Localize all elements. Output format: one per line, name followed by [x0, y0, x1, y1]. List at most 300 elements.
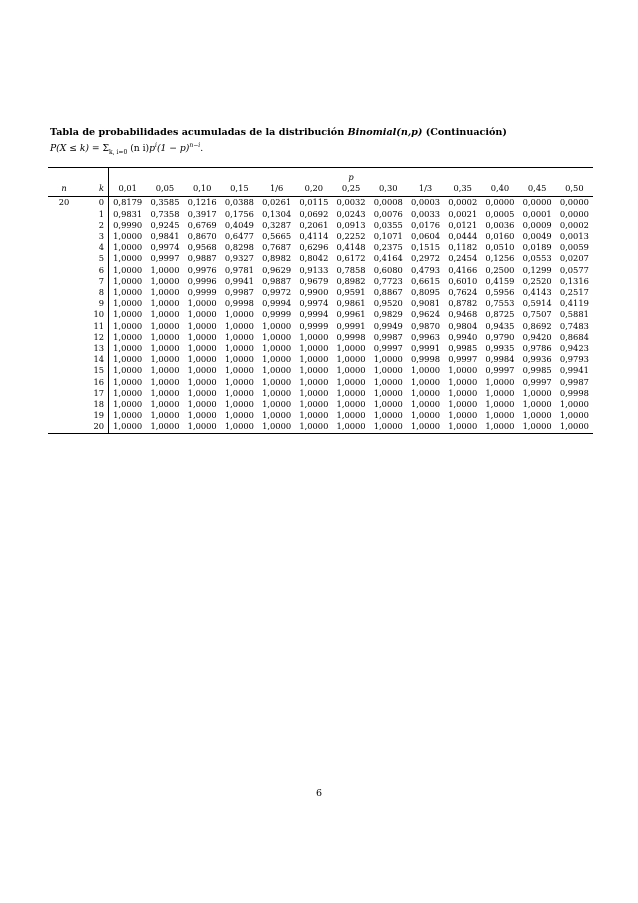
table-row	[48, 298, 593, 309]
probability-cell: 0,9624	[410, 309, 441, 320]
probability-cell: 0,9245	[150, 219, 180, 230]
probability-cell: 0,9997	[373, 343, 403, 354]
table-row	[48, 209, 593, 220]
probability-cell: 0,9998	[410, 354, 441, 365]
probability-cell: 0,9994	[299, 309, 329, 320]
probability-cell: 1,0000	[559, 410, 589, 421]
probability-cell: 0,4166	[448, 264, 478, 275]
probability-cell: 0,8982	[262, 253, 292, 264]
probability-cell: 1,0000	[150, 309, 180, 320]
table-row	[48, 276, 593, 287]
probability-cell: 1,0000	[336, 376, 366, 387]
k-cell: 14	[80, 354, 109, 365]
n-cell	[48, 377, 80, 388]
p-value-header: 0,50	[565, 183, 584, 194]
probability-cell: 1,0000	[336, 343, 366, 354]
probability-cell: 1,0000	[150, 387, 180, 398]
probability-cell: 1,0000	[187, 343, 217, 354]
probability-cell: 1,0000	[556, 421, 593, 433]
probability-cell: 1,0000	[295, 421, 332, 433]
probability-cell: 0,9423	[559, 343, 589, 354]
probability-cell: 0,0000	[559, 208, 589, 219]
probability-cell: 0,9420	[522, 331, 552, 342]
k-cell: 6	[80, 265, 109, 276]
probability-cell: 0,1515	[410, 242, 441, 253]
probability-cell: 1,0000	[187, 354, 217, 365]
probability-cell: 0,0261	[262, 197, 292, 208]
probability-cell: 1,0000	[224, 343, 254, 354]
probability-cell: 1,0000	[113, 410, 143, 421]
probability-cell: 1,0000	[187, 399, 217, 410]
probability-cell: 1,0000	[262, 410, 292, 421]
probability-cell: 0,9900	[299, 287, 329, 298]
probability-cell: 1,0000	[522, 387, 552, 398]
n-cell	[48, 309, 80, 320]
probability-cell: 0,9887	[262, 275, 292, 286]
probability-cell: 1,0000	[187, 387, 217, 398]
probability-cell: 0,9629	[262, 264, 292, 275]
n-cell	[48, 209, 80, 220]
p-value-header: 0,20	[304, 183, 324, 194]
probability-cell: 0,0013	[559, 231, 589, 242]
k-cell: 12	[80, 332, 109, 343]
probability-cell: 1,0000	[485, 387, 515, 398]
probability-cell: 1,0000	[113, 287, 143, 298]
k-cell: 11	[80, 321, 109, 332]
probability-cell: 0,5881	[559, 309, 589, 320]
k-cell: 7	[80, 276, 109, 287]
probability-cell: 0,1216	[187, 197, 217, 208]
k-cell: 10	[80, 309, 109, 320]
probability-cell: 1,0000	[481, 421, 518, 433]
probability-cell: 1,0000	[373, 387, 403, 398]
k-cell: 18	[80, 399, 109, 410]
probability-cell: 1,0000	[485, 410, 515, 421]
probability-cell: 0,8095	[410, 287, 441, 298]
probability-cell: 0,0003	[410, 197, 441, 208]
probability-cell: 1,0000	[150, 399, 180, 410]
probability-cell: 1,0000	[113, 253, 143, 264]
probability-cell: 1,0000	[299, 331, 329, 342]
probability-cell: 0,0115	[299, 197, 329, 208]
probability-cell: 1,0000	[373, 399, 403, 410]
probability-cell: 0,4793	[410, 264, 441, 275]
probability-cell: 0,7624	[448, 287, 478, 298]
k-cell: 3	[80, 231, 109, 242]
probability-cell: 0,0049	[522, 231, 552, 242]
probability-cell: 0,9972	[262, 287, 292, 298]
probability-cell: 1,0000	[262, 320, 292, 331]
probability-cell: 0,0009	[522, 219, 552, 230]
probability-cell: 0,0121	[448, 219, 478, 230]
n-cell	[48, 253, 80, 264]
probability-cell: 0,9940	[448, 331, 478, 342]
table-row	[48, 332, 593, 343]
probability-cell: 0,1316	[559, 275, 589, 286]
probability-cell: 1,0000	[559, 399, 589, 410]
probability-cell: 1,0000	[448, 399, 478, 410]
probability-cell: 1,0000	[224, 354, 254, 365]
k-header: k	[80, 183, 109, 197]
probability-cell: 0,9468	[448, 309, 478, 320]
probability-cell: 0,4164	[373, 253, 403, 264]
table-row	[48, 242, 593, 253]
page-number: 6	[315, 788, 323, 799]
probability-cell: 1,0000	[519, 421, 556, 433]
k-cell: 4	[80, 242, 109, 253]
probability-cell: 0,6296	[299, 242, 329, 253]
probability-cell: 1,0000	[113, 298, 143, 309]
p-value-header: 0,35	[453, 183, 472, 194]
probability-cell: 0,2500	[485, 264, 515, 275]
probability-cell: 1,0000	[373, 354, 403, 365]
probability-cell: 0,9781	[224, 264, 254, 275]
probability-cell: 1,0000	[262, 343, 292, 354]
probability-cell: 1,0000	[224, 320, 254, 331]
probability-cell: 0,9841	[150, 231, 180, 242]
k-cell: 19	[80, 410, 109, 421]
probability-cell: 1,0000	[113, 264, 143, 275]
probability-cell: 0,6615	[410, 275, 441, 286]
probability-cell: 1,0000	[332, 421, 369, 433]
n-header: n	[61, 183, 67, 194]
k-cell: 15	[80, 365, 109, 376]
probability-cell: 1,0000	[262, 387, 292, 398]
table-row	[48, 343, 593, 354]
probability-cell: 0,9997	[448, 354, 478, 365]
k-cell: 8	[80, 287, 109, 298]
probability-cell: 0,9941	[224, 275, 254, 286]
probability-cell: 0,9861	[336, 298, 366, 309]
probability-cell: 1,0000	[150, 354, 180, 365]
probability-cell: 0,7507	[522, 309, 552, 320]
probability-cell: 0,9790	[485, 331, 515, 342]
k-cell: 20	[80, 421, 109, 433]
probability-cell: 0,0355	[373, 219, 403, 230]
probability-cell: 0,9998	[336, 331, 366, 342]
probability-cell: 1,0000	[262, 365, 292, 376]
probability-cell: 0,0008	[373, 197, 403, 208]
k-cell: 13	[80, 343, 109, 354]
probability-cell: 1,0000	[410, 376, 441, 387]
probability-cell: 0,9985	[522, 365, 552, 376]
probability-cell: 0,6769	[187, 219, 217, 230]
probability-cell: 1,0000	[373, 410, 403, 421]
n-cell	[48, 332, 80, 343]
k-cell: 2	[80, 220, 109, 231]
n-cell	[48, 365, 80, 376]
probability-cell: 1,0000	[184, 421, 221, 433]
probability-cell: 0,7483	[559, 320, 589, 331]
probability-cell: 0,8684	[559, 331, 589, 342]
probability-cell: 0,7553	[485, 298, 515, 309]
probability-cell: 0,9998	[224, 298, 254, 309]
probability-cell: 0,4148	[336, 242, 366, 253]
p-value-header: 0,01	[118, 183, 137, 194]
probability-cell: 1,0000	[410, 399, 441, 410]
probability-cell: 0,8725	[485, 309, 515, 320]
probability-cell: 1,0000	[150, 287, 180, 298]
table-row	[48, 365, 593, 376]
probability-cell: 1,0000	[299, 410, 329, 421]
probability-cell: 0,0388	[224, 197, 254, 208]
probability-cell: 0,0189	[522, 242, 552, 253]
probability-cell: 1,0000	[370, 421, 407, 433]
probability-cell: 0,0001	[522, 208, 552, 219]
probability-cell: 1,0000	[224, 331, 254, 342]
page-heading	[50, 126, 610, 160]
probability-cell: 1,0000	[485, 376, 515, 387]
formula-lhs: P(X ≤ k) =	[50, 143, 103, 155]
probability-cell: 0,9568	[187, 242, 217, 253]
cdf-formula	[50, 139, 610, 160]
probability-cell: 1,0000	[150, 264, 180, 275]
probability-cell: 0,0692	[299, 208, 329, 219]
probability-cell: 0,9997	[522, 376, 552, 387]
probability-cell: 0,9976	[187, 264, 217, 275]
probability-cell: 0,0000	[485, 197, 515, 208]
probability-cell: 1,0000	[113, 387, 143, 398]
table-row	[48, 410, 593, 421]
probability-cell: 1,0000	[224, 376, 254, 387]
p-value-header: 0,30	[379, 183, 398, 194]
probability-cell: 0,9987	[559, 376, 589, 387]
probability-cell: 1,0000	[113, 399, 143, 410]
probability-cell: 1,0000	[522, 399, 552, 410]
probability-cell: 1,0000	[262, 354, 292, 365]
probability-cell: 0,0207	[559, 253, 589, 264]
p-value-header: 0,45	[527, 183, 547, 194]
probability-cell: 1,0000	[113, 320, 143, 331]
probability-cell: 0,0913	[336, 219, 366, 230]
p-header-row	[48, 168, 593, 184]
probability-cell: 0,4119	[559, 298, 589, 309]
n-cell	[48, 388, 80, 399]
table-row	[48, 287, 593, 298]
probability-cell: 0,1182	[448, 242, 478, 253]
probability-cell: 1,0000	[224, 410, 254, 421]
probability-cell: 1,0000	[448, 387, 478, 398]
probability-cell: 1,0000	[299, 343, 329, 354]
table-row	[48, 253, 593, 264]
probability-cell: 1,0000	[410, 387, 441, 398]
probability-cell: 0,7858	[336, 264, 366, 275]
probability-cell: 0,0000	[522, 197, 552, 208]
probability-cell: 1,0000	[187, 365, 217, 376]
n-cell	[48, 287, 80, 298]
probability-cell: 0,8298	[224, 242, 254, 253]
probability-cell: 1,0000	[146, 421, 183, 433]
probability-cell: 0,9949	[373, 320, 403, 331]
n-cell	[48, 321, 80, 332]
probability-cell: 0,9991	[336, 320, 366, 331]
k-cell: 9	[80, 298, 109, 309]
probability-cell: 1,0000	[448, 365, 478, 376]
probability-cell: 0,9591	[336, 287, 366, 298]
title-suffix: (Continuación)	[422, 127, 507, 138]
probability-cell: 1,0000	[113, 365, 143, 376]
binomial-cdf-table	[48, 167, 593, 434]
probability-cell: 0,0076	[373, 208, 403, 219]
probability-cell: 0,9327	[224, 253, 254, 264]
probability-cell: 0,9941	[559, 365, 589, 376]
probability-cell: 1,0000	[150, 343, 180, 354]
probability-cell: 1,0000	[113, 354, 143, 365]
k-cell: 5	[80, 253, 109, 264]
table-row	[48, 377, 593, 388]
probability-cell: 0,9997	[485, 365, 515, 376]
sum-symbol: Σ	[102, 143, 110, 155]
n-cell	[48, 242, 80, 253]
probability-cell: 1,0000	[187, 320, 217, 331]
table-row	[48, 220, 593, 231]
probability-cell: 0,1256	[485, 253, 515, 264]
factor-exponent: n−i	[189, 142, 201, 149]
probability-cell: 0,9786	[522, 343, 552, 354]
probability-cell: 0,8782	[448, 298, 478, 309]
probability-cell: 0,4159	[485, 275, 515, 286]
probability-cell: 0,9081	[410, 298, 441, 309]
probability-cell: 0,6010	[448, 275, 478, 286]
probability-cell: 0,0243	[336, 208, 366, 219]
probability-cell: 0,9520	[373, 298, 403, 309]
probability-cell: 0,9963	[410, 331, 441, 342]
p-value-header: 1/3	[418, 183, 433, 194]
probability-cell: 0,0553	[522, 253, 552, 264]
p-value-header: 1/6	[269, 183, 284, 194]
probability-cell: 0,4114	[299, 231, 329, 242]
probability-cell: 0,2375	[373, 242, 403, 253]
table-row	[48, 321, 593, 332]
probability-cell: 0,4049	[224, 219, 254, 230]
probability-cell: 0,1304	[262, 208, 292, 219]
probability-cell: 1,0000	[150, 320, 180, 331]
table-row	[48, 309, 593, 320]
binomial-coefficient: (n i)	[130, 143, 150, 155]
probability-cell: 0,4143	[522, 287, 552, 298]
table-row	[48, 354, 593, 365]
probability-cell: 1,0000	[410, 365, 441, 376]
n-cell	[48, 298, 80, 309]
probability-cell: 1,0000	[262, 376, 292, 387]
probability-cell: 0,9804	[448, 320, 478, 331]
probability-cell: 0,0000	[559, 197, 589, 208]
n-cell	[48, 265, 80, 276]
probability-cell: 1,0000	[187, 331, 217, 342]
probability-cell: 0,8179	[113, 197, 143, 208]
probability-cell: 0,9936	[522, 354, 552, 365]
probability-cell: 0,9987	[224, 287, 254, 298]
n-cell	[48, 354, 80, 365]
table-title	[50, 126, 610, 139]
probability-cell: 1,0000	[109, 421, 147, 433]
probability-cell: 1,0000	[113, 309, 143, 320]
probability-cell: 0,9935	[485, 343, 515, 354]
probability-cell: 1,0000	[224, 309, 254, 320]
probability-cell: 0,9999	[187, 287, 217, 298]
probability-cell: 1,0000	[373, 376, 403, 387]
probability-cell: 0,0036	[485, 219, 515, 230]
probability-cell: 1,0000	[336, 354, 366, 365]
n-cell	[48, 410, 80, 421]
probability-cell: 0,8670	[187, 231, 217, 242]
table-row	[48, 399, 593, 410]
probability-cell: 0,9997	[150, 253, 180, 264]
probability-cell: 0,3585	[150, 197, 180, 208]
probability-cell: 0,2972	[410, 253, 441, 264]
probability-cell: 0,9994	[262, 298, 292, 309]
probability-cell: 1,0000	[299, 376, 329, 387]
probability-cell: 0,2252	[336, 231, 366, 242]
probability-cell: 1,0000	[407, 421, 444, 433]
k-cell: 0	[80, 197, 109, 209]
probability-cell: 1,0000	[113, 275, 143, 286]
probability-cell: 1,0000	[299, 354, 329, 365]
probability-cell: 0,0160	[485, 231, 515, 242]
probability-cell: 0,9998	[559, 387, 589, 398]
n-cell	[48, 421, 80, 433]
probability-cell: 0,8867	[373, 287, 403, 298]
probability-cell: 1,0000	[150, 331, 180, 342]
probability-cell: 0,7687	[262, 242, 292, 253]
probability-cell: 0,0176	[410, 219, 441, 230]
term-exponent: i	[155, 142, 157, 149]
probability-cell: 0,0033	[410, 208, 441, 219]
probability-cell: 0,9831	[113, 208, 143, 219]
probability-cell: 1,0000	[262, 331, 292, 342]
formula-term: p	[149, 143, 156, 155]
p-value-header: 0,10	[192, 183, 212, 194]
probability-cell: 0,0002	[559, 219, 589, 230]
probability-cell: 0,0444	[448, 231, 478, 242]
probability-cell: 1,0000	[336, 387, 366, 398]
p-value-header: 0,25	[341, 183, 361, 194]
distribution-name: Binomial(n,p)	[347, 127, 423, 138]
n-cell	[48, 399, 80, 410]
probability-cell: 0,0021	[448, 208, 478, 219]
probability-cell: 0,9887	[187, 253, 217, 264]
probability-cell: 0,0059	[559, 242, 589, 253]
probability-cell: 1,0000	[113, 343, 143, 354]
formula-end: .	[200, 143, 204, 155]
n-cell	[48, 343, 80, 354]
probability-cell: 1,0000	[150, 410, 180, 421]
p-value-header: 0,05	[155, 183, 175, 194]
probability-cell: 1,0000	[113, 331, 143, 342]
probability-cell: 0,9974	[299, 298, 329, 309]
probability-cell: 1,0000	[187, 309, 217, 320]
probability-cell: 1,0000	[187, 376, 217, 387]
probability-cell: 1,0000	[336, 399, 366, 410]
k-cell: 16	[80, 377, 109, 388]
probability-cell: 0,1299	[522, 264, 552, 275]
probability-cell: 0,5665	[262, 231, 292, 242]
probability-cell: 1,0000	[485, 399, 515, 410]
table-row	[48, 265, 593, 276]
table-row	[48, 388, 593, 399]
p-label: p	[348, 172, 354, 182]
probability-cell: 0,6477	[224, 231, 254, 242]
probability-cell: 0,8982	[336, 275, 366, 286]
table-row	[48, 231, 593, 242]
probability-cell: 1,0000	[262, 399, 292, 410]
probability-cell: 0,1071	[373, 231, 403, 242]
n-cell	[48, 231, 80, 242]
probability-cell: 0,0510	[485, 242, 515, 253]
probability-cell: 1,0000	[224, 399, 254, 410]
probability-cell: 1,0000	[113, 376, 143, 387]
probability-cell: 0,9679	[299, 275, 329, 286]
